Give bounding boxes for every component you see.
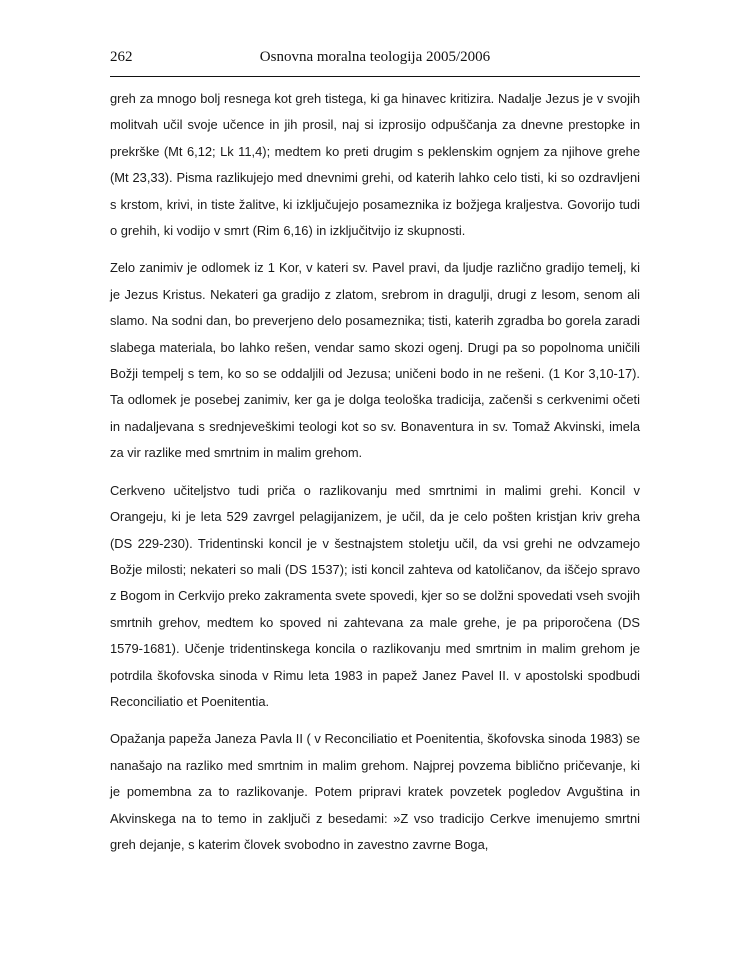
header-rule — [110, 76, 640, 77]
page-number: 262 — [110, 49, 133, 65]
paragraph: greh za mnogo bolj resnega kot greh tistega, ki ga hinavec kritizira. Nadalje Jezus je v svojih molitvah učil svoje učence in jih prosil, naj si izprosijo odpuščanja za dnevne prestopke in prekrške (Mt 6,12; Lk 11,4); medtem ko preti drugim s peklenskim ognjem za njihove grehe (Mt 23,33). Pisma razlikujejo med dnevnimi grehi, od katerih lahko celo tisti, ki so ozdravljeni s krstom, krivi, in tiste žalitve, ki izključujejo posameznika iz božjega kraljestva. Govorijo tudi o grehih, ki vodijo v smrt (Rim 6,16) in izključitvijo iz skupnosti. — [110, 91, 640, 239]
paragraph: Zelo zanimiv je odlomek iz 1 Kor, v kateri sv. Pavel pravi, da ljudje različno gradijo temelj, ki je Jezus Kristus. Nekateri ga gradijo z zlatom, srebrom in dragulji, drugi z lesom, senom ali slamo. Na sodni dan, bo preverjeno delo posameznika; tisti, katerih zgradba bo gorela zaradi slabega materiala, bo lahko rešen, vendar samo skozi ogenj. Drugi pa so popolnoma uničili Božji tempelj s tem, ko so se oddaljili od Jezusa; uničeni bodo in ne rešeni. (1 Kor 3,10-17). Ta odlomek je posebej zanimiv, ker ga je dolga teološka tradicija, začenši s cerkvenimi očeti in nadaljevana s srednjeveškimi teologi kot so sv. Bonaventura in sv. Tomaž Akvinski, imela za vir razlike med smrtnim in malim grehom. — [110, 260, 640, 461]
running-title: Osnovna moralna teologija 2005/2006 — [259, 49, 491, 65]
page-header — [110, 49, 640, 71]
paragraph: Cerkveno učiteljstvo tudi priča o razlikovanju med smrtnimi in malimi grehi. Koncil v Orangeju, ki je leta 529 zavrgel pelagijanizem, je učil, da je celo pošten kristjan kriv greha (DS 229-230). Tridentinski koncil je v šestnajstem stoletju učil, da vsi grehi ne odvzamejo Božje milosti; nekateri so mali (DS 1537); isti koncil zahteva od katoličanov, da iščejo spravo z Bogom in Cerkvijo preko zakramenta svete spovedi, kjer so se dolžni spovedati vseh svojih smrtnih grehov, medtem ko spoved ni zahtevana za male grehe, je pa priporočena (DS 1579-1681). Učenje tridentinskega koncila o razlikovanju med smrtnim in malim grehom je potrdila škofovska sinoda v Rimu leta 1983 in papež Janez Pavel II. v apostolski spodbudi Reconciliatio et Poenitentia. — [110, 482, 640, 709]
body-text — [110, 86, 640, 869]
paragraph: Opažanja papeža Janeza Pavla II ( v Reconciliatio et Poenitentia, škofovska sinoda 1983) se nanašajo na razliko med smrtnim in malim grehom. Najprej povzema biblično pričevanje, ki je pomembna za to razlikovanje. Potem pripravi kratek povzetek pogledov Avguština in Akvinskega na to temo in zaključi z besedami: »Z vso tradicijo Cerkve imenujemo smrtni greh dejanje, s katerim človek svobodno in zavestno zavrne Boga, — [110, 731, 640, 852]
